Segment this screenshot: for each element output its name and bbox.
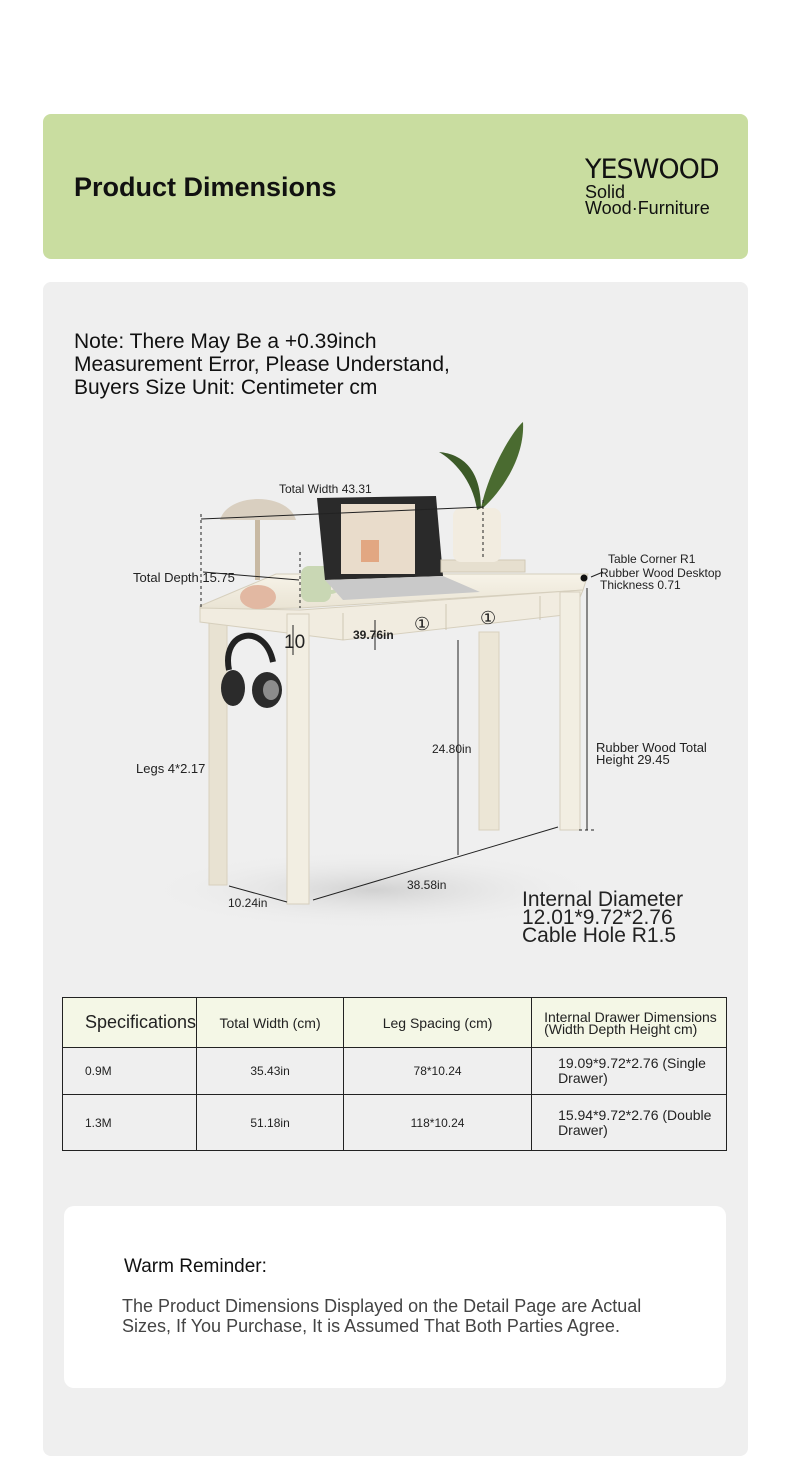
cell-total-width: 51.18in <box>197 1095 344 1151</box>
label-table-corner: Table Corner R1 <box>608 552 696 566</box>
label-leg-depth: 10.24in <box>228 896 268 910</box>
label-total-width: Total Width 43.31 <box>279 482 372 496</box>
reminder-body: The Product Dimensions Displayed on the Detail Page are Actual Sizes, If You Purchase, It is Assumed That Both Parties Agree. <box>122 1296 642 1336</box>
page-title: Product Dimensions <box>74 172 337 202</box>
drawer-number-1: ① <box>414 614 431 634</box>
brand-tagline-1: Solid <box>585 182 626 202</box>
spec-table <box>62 997 727 1151</box>
desk-diagram <box>43 400 748 970</box>
cell-leg-spacing: 118*10.24 <box>344 1095 532 1151</box>
table-row <box>63 1095 727 1151</box>
label-clear-height: 24.80in <box>432 742 472 756</box>
note-line-3: Buyers Size Unit: Centimeter cm <box>74 376 378 399</box>
headphones-icon <box>221 636 282 708</box>
label-total-height-2: Height 29.45 <box>596 752 670 767</box>
label-drawer-width: 39.76in <box>353 628 394 642</box>
internal-line-3: Cable Hole R1.5 <box>522 924 677 947</box>
header-total-width: Total Width (cm) <box>197 998 344 1048</box>
note-line-1: Note: There May Be a +0.39inch <box>74 330 377 353</box>
cell-spec: 1.3M <box>63 1095 197 1151</box>
cell-drawer-dimensions: 19.09*9.72*2.76 (Single Drawer) <box>532 1048 727 1095</box>
desk-leg-front-right <box>560 592 580 830</box>
internal-diameter-note <box>522 888 684 947</box>
internal-line-1: Internal Diameter <box>522 888 684 911</box>
header-leg-spacing: Leg Spacing (cm) <box>344 998 532 1048</box>
drawer-number-2: ① <box>480 608 497 628</box>
cell-drawer-dimensions: 15.94*9.72*2.76 (Double Drawer) <box>532 1095 727 1151</box>
desk-leg-back-right <box>479 632 499 830</box>
label-drawer-height: 10 <box>284 632 306 653</box>
cell-leg-spacing: 78*10.24 <box>344 1048 532 1095</box>
note-line-2: Measurement Error, Please Understand, <box>74 353 450 376</box>
label-desktop-line-2: Thickness 0.71 <box>600 578 681 592</box>
header-specifications: Specifications <box>63 998 197 1048</box>
measurement-note <box>74 330 544 399</box>
cell-total-width: 35.43in <box>197 1048 344 1095</box>
label-desktop-line-1: Rubber Wood Desktop <box>600 566 722 580</box>
desk-leg-front-left <box>287 614 309 904</box>
header-drawer-dimensions: Internal Drawer Dimensions (Width Depth Height cm) <box>532 998 727 1048</box>
brand-tagline-2: Wood·Furniture <box>585 198 710 218</box>
label-legs: Legs 4*2.17 <box>136 761 206 776</box>
brand-logo <box>585 156 735 216</box>
label-total-depth: Total Depth 15.75 <box>133 570 235 585</box>
label-leg-spacing: 38.58in <box>407 878 447 892</box>
reminder-title: Warm Reminder: <box>124 1256 267 1277</box>
warm-reminder-card <box>64 1206 726 1388</box>
table-header-row <box>63 998 727 1048</box>
header-banner <box>43 114 748 259</box>
corner-marker <box>581 575 588 582</box>
cell-spec: 0.9M <box>63 1048 197 1095</box>
label-total-height-1: Rubber Wood Total <box>596 740 707 755</box>
internal-line-2: 12.01*9.72*2.76 <box>522 906 673 929</box>
table-row <box>63 1048 727 1095</box>
plant-icon <box>439 422 525 572</box>
brand-name: YESWOOD <box>585 154 719 185</box>
desk-leg-back-left <box>209 612 227 885</box>
